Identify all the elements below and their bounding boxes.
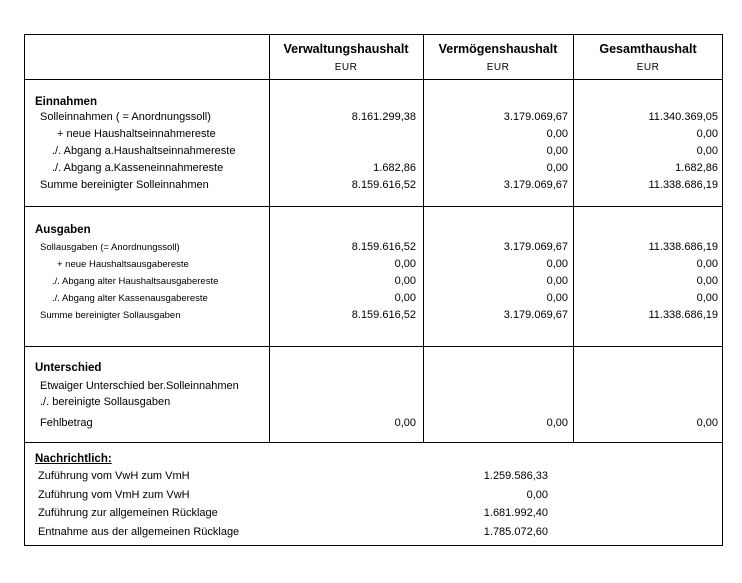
ausgaben-row-label: + neue Haushaltsausgabereste bbox=[57, 259, 189, 270]
ausgaben-row-v1: 8.159.616,52 bbox=[351, 241, 416, 253]
ausgaben-row-v3: 0,00 bbox=[696, 258, 718, 270]
nachrichtlich-row-value: 0,00 bbox=[526, 489, 548, 501]
column-divider-3 bbox=[573, 34, 574, 443]
ausgaben-row-v3: 0,00 bbox=[696, 275, 718, 287]
section-title-unterschied: Unterschied bbox=[35, 362, 102, 374]
einnahmen-sum-label: Summe bereinigter Solleinnahmen bbox=[40, 179, 209, 191]
fehlbetrag-label: Fehlbetrag bbox=[40, 417, 93, 429]
nachrichtlich-row-value: 1.785.072,60 bbox=[483, 526, 548, 538]
einnahmen-sum-v3: 11.338.686,19 bbox=[648, 179, 718, 191]
einnahmen-row-label: Solleinnahmen ( = Anordnungssoll) bbox=[40, 111, 211, 123]
ausgaben-row-label: ./. Abgang alter Haushaltsausgabereste bbox=[52, 276, 219, 287]
header-verwaltungshaushalt: Verwaltungshaushalt bbox=[283, 42, 409, 56]
ausgaben-sum-v1: 8.159.616,52 bbox=[351, 309, 416, 321]
ausgaben-row-v2: 0,00 bbox=[546, 292, 568, 304]
header-unit-1: EUR bbox=[334, 62, 358, 73]
header-unit-3: EUR bbox=[636, 62, 660, 73]
einnahmen-row-label: ./. Abgang a.Haushaltseinnahmereste bbox=[52, 145, 236, 157]
einnahmen-row-v1: 8.161.299,38 bbox=[351, 111, 416, 123]
ausgaben-sum-label: Summe bereinigter Sollausgaben bbox=[40, 310, 181, 321]
nachrichtlich-row-label: Zuführung vom VmH zum VwH bbox=[38, 489, 190, 501]
nachrichtlich-row-value: 1.259.586,33 bbox=[483, 470, 548, 482]
header-separator bbox=[24, 79, 723, 80]
ausgaben-row-v2: 0,00 bbox=[546, 275, 568, 287]
ausgaben-row-v1: 0,00 bbox=[394, 258, 416, 270]
header-unit-2: EUR bbox=[486, 62, 510, 73]
nachrichtlich-row-label: Entnahme aus der allgemeinen Rücklage bbox=[38, 526, 240, 538]
einnahmen-row-v2: 0,00 bbox=[546, 162, 568, 174]
section-title-nachrichtlich: Nachrichtlich: bbox=[35, 453, 112, 465]
einnahmen-row-v3: 0,00 bbox=[696, 145, 718, 157]
ausgaben-row-label: ./. Abgang alter Kassenausgabereste bbox=[52, 293, 208, 304]
ausgaben-row-v1: 0,00 bbox=[394, 292, 416, 304]
ausgaben-row-label: Sollausgaben (= Anordnungssoll) bbox=[40, 242, 180, 253]
column-divider-1 bbox=[269, 34, 270, 443]
einnahmen-sum-v1: 8.159.616,52 bbox=[351, 179, 416, 191]
ausgaben-row-v2: 0,00 bbox=[546, 258, 568, 270]
header-gesamthaushalt: Gesamthaushalt bbox=[599, 42, 697, 56]
unterschied-description-line1: Etwaiger Unterschied ber.Solleinnahmen bbox=[40, 380, 239, 392]
einnahmen-row-v2: 3.179.069,67 bbox=[503, 111, 568, 123]
nachrichtlich-row-value: 1.681.992,40 bbox=[483, 507, 548, 519]
einnahmen-sum-v2: 3.179.069,67 bbox=[503, 179, 568, 191]
einnahmen-row-label: ./. Abgang a.Kasseneinnahmereste bbox=[52, 162, 224, 174]
fehlbetrag-v3: 0,00 bbox=[696, 417, 718, 429]
ausgaben-sum-v3: 11.338.686,19 bbox=[648, 309, 718, 321]
section-title-ausgaben: Ausgaben bbox=[35, 224, 91, 236]
einnahmen-separator bbox=[24, 206, 723, 207]
einnahmen-row-v2: 0,00 bbox=[546, 128, 568, 140]
ausgaben-sum-v2: 3.179.069,67 bbox=[503, 309, 568, 321]
ausgaben-row-v2: 3.179.069,67 bbox=[503, 241, 568, 253]
einnahmen-row-v3: 0,00 bbox=[696, 128, 718, 140]
fehlbetrag-v1: 0,00 bbox=[394, 417, 416, 429]
einnahmen-row-v3: 11.340.369,05 bbox=[648, 111, 718, 123]
ausgaben-row-v1: 0,00 bbox=[394, 275, 416, 287]
einnahmen-row-v1: 1.682,86 bbox=[373, 162, 416, 174]
ausgaben-row-v3: 11.338.686,19 bbox=[648, 241, 718, 253]
unterschied-separator bbox=[24, 442, 723, 443]
nachrichtlich-row-label: Zuführung zur allgemeinen Rücklage bbox=[38, 507, 218, 519]
column-divider-2 bbox=[423, 34, 424, 443]
ausgaben-separator bbox=[24, 346, 723, 347]
einnahmen-row-v2: 0,00 bbox=[546, 145, 568, 157]
nachrichtlich-row-label: Zuführung vom VwH zum VmH bbox=[38, 470, 190, 482]
section-title-einnahmen: Einnahmen bbox=[35, 96, 97, 108]
einnahmen-row-v3: 1.682,86 bbox=[675, 162, 718, 174]
ausgaben-row-v3: 0,00 bbox=[696, 292, 718, 304]
einnahmen-row-label: + neue Haushaltseinnahmereste bbox=[57, 128, 216, 140]
unterschied-description-line2: ./. bereinigte Sollausgaben bbox=[40, 396, 171, 408]
fehlbetrag-v2: 0,00 bbox=[546, 417, 568, 429]
header-vermoegenshaushalt: Vermögenshaushalt bbox=[438, 42, 558, 56]
